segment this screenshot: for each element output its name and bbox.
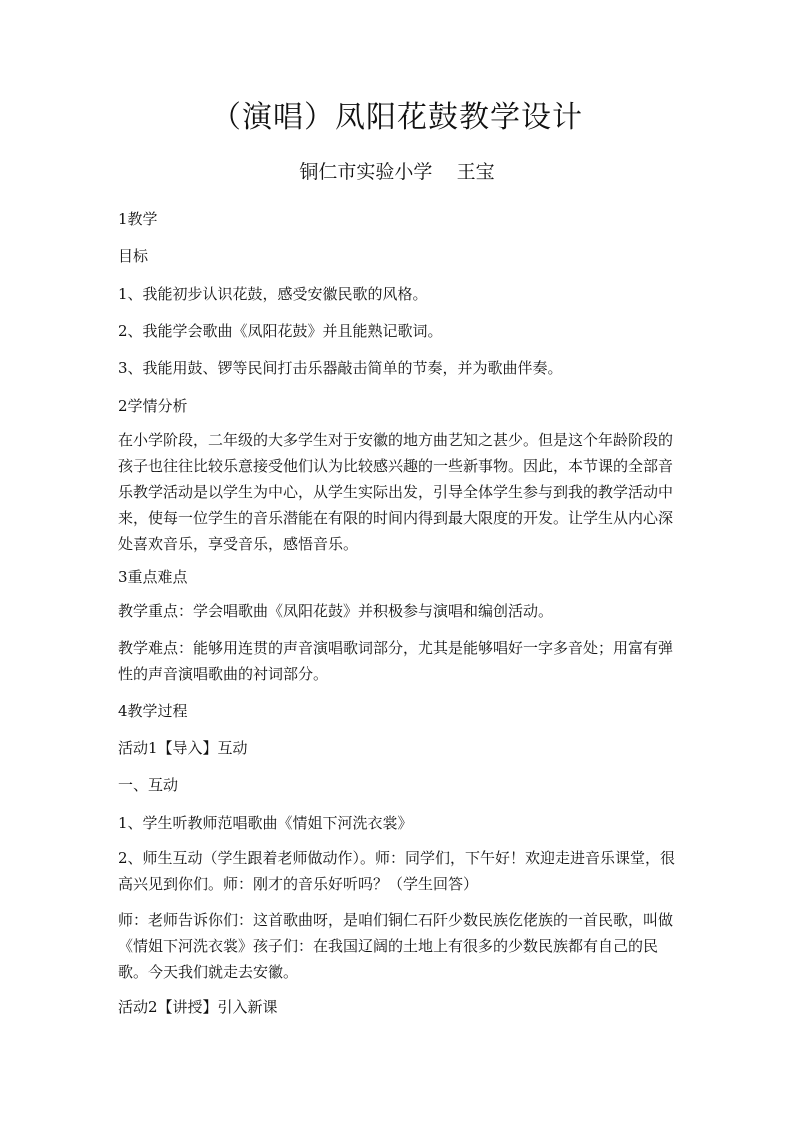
document-title: （演唱）凤阳花鼓教学设计	[211, 100, 583, 135]
section-heading-key-points: 3重点难点	[118, 568, 188, 586]
difficulty-paragraph: 教学难点：能够用连贯的声音演唱歌词部分，尤其是能够唱好一字多音处；用富有弹性的声音演唱歌曲的衬词部分。	[118, 639, 674, 683]
section-heading-objectives: 1教学	[118, 210, 158, 228]
document-subtitle: 铜仁市实验小学 王宝	[299, 161, 495, 183]
key-point-paragraph: 教学重点：学会唱歌曲《凤阳花鼓》并积极参与演唱和编创活动。	[118, 602, 554, 620]
interaction-item-1: 1、学生听教师范唱歌曲《情姐下河洗衣裳》	[118, 814, 413, 832]
objective-item-1: 1、我能初步认识花鼓，感受安徽民歌的风格。	[118, 285, 428, 303]
objective-item-3: 3、我能用鼓、锣等民间打击乐器敲击简单的节奏，并为歌曲伴奏。	[118, 359, 563, 377]
section-heading-objectives-cont: 目标	[118, 247, 149, 265]
objective-item-2: 2、我能学会歌曲《凤阳花鼓》并且能熟记歌词。	[118, 322, 443, 340]
teacher-speech-paragraph: 师：老师告诉你们：这首歌曲呀，是咱们铜仁石阡少数民族仡佬族的一首民歌，叫做《情姐下河洗衣裳》孩子们：在我国辽阔的土地上有很多的少数民族都有自己的民歌。今天我们就走去安徽。	[118, 911, 674, 981]
section-heading-analysis: 2学情分析	[118, 397, 188, 415]
section-heading-process: 4教学过程	[118, 702, 188, 720]
interaction-item-2: 2、师生互动（学生跟着老师做动作）。师：同学们，下午好！欢迎走进音乐课堂，很高兴见到你们。师：刚才的音乐好听吗？（学生回答）	[118, 849, 676, 893]
activity-2-heading: 活动2【讲授】引入新课	[118, 998, 278, 1016]
activity-1-heading: 活动1【导入】互动	[118, 739, 248, 757]
analysis-paragraph: 在小学阶段，二年级的大多学生对于安徽的地方曲艺知之甚少。但是这个年龄阶段的孩子也往往比较乐意接受他们认为比较感兴趣的一些新事物。因此，本节课的全部音乐教学活动是以学生为中心，从学生实际出发，引导全体学生参与到我的教学活动中来，使每一位学生的音乐潜能在有限的时间内得到最大限度的开发。让学生从内心深处喜欢音乐，享受音乐，感悟音乐。	[118, 431, 674, 553]
interaction-heading: 一、互动	[118, 776, 179, 794]
